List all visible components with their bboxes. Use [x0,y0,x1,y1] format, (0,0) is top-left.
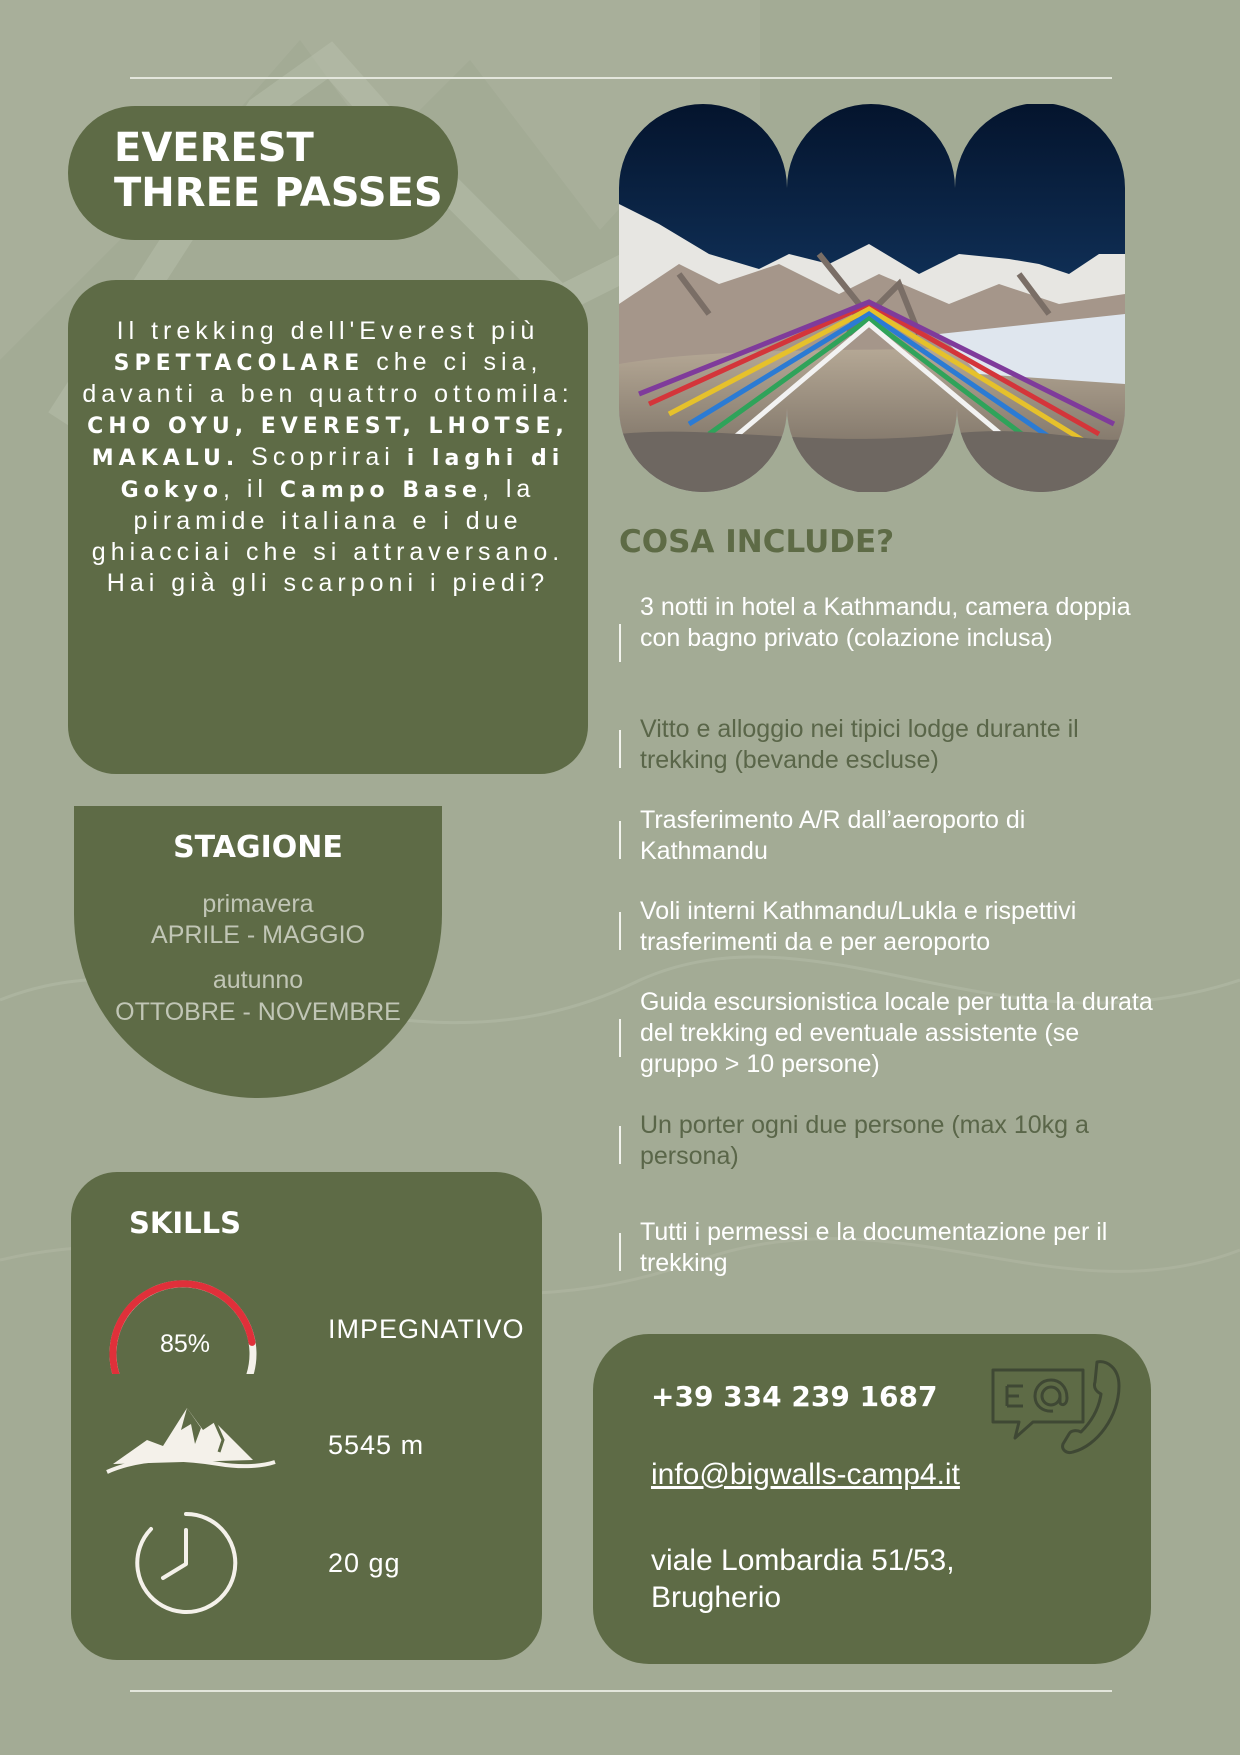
includes-heading: COSA INCLUDE? [619,524,895,560]
spring-label: primavera [202,890,314,918]
skills-heading: SKILLS [129,1206,241,1240]
duration-value: 20 gg [328,1548,401,1578]
autumn-label: autunno [212,966,304,994]
top-divider [130,77,1112,79]
season-heading: STAGIONE [173,830,343,865]
email-link[interactable]: info@bigwalls-camp4.it [651,1458,960,1491]
bottom-divider [130,1690,1112,1692]
clock-icon [131,1508,241,1618]
skills-panel [71,1172,542,1660]
intro-panel [68,280,588,774]
title-badge [68,106,458,240]
phone-number[interactable]: +39 334 239 1687 [651,1380,938,1413]
altitude-value: 5545 m [328,1430,425,1460]
contact-email-phone-icon [989,1356,1125,1460]
spring-months: APRILE - MAGGIO [151,921,365,949]
difficulty-label: IMPEGNATIVO [328,1314,525,1344]
difficulty-gauge [93,1274,273,1374]
himalaya-photo [619,104,1125,492]
gauge-fill [113,1284,252,1374]
mountain-icon [103,1400,279,1480]
autumn-months: OTTOBRE - NOVEMBRE [115,998,401,1026]
intro-text: Il trekking dell'Everest più SPETTACOLARE che ci sia, davanti a ben quattro ottomila: CHO OYU, EVEREST, LHOTSE, MAKALU. Scoprirai i laghi di Gokyo, il Campo Base, la piramide italiana e i due ghiacciai che si attraversano. Hai già gli scarponi i piedi? [82,317,574,597]
gauge-track [113,1284,253,1374]
contact-panel [593,1334,1151,1664]
difficulty-percent: 85% [159,1330,211,1358]
address: viale Lombardia 51/53, Brugherio [651,1544,955,1614]
page-title: EVEREST THREE PASSES [114,125,443,216]
